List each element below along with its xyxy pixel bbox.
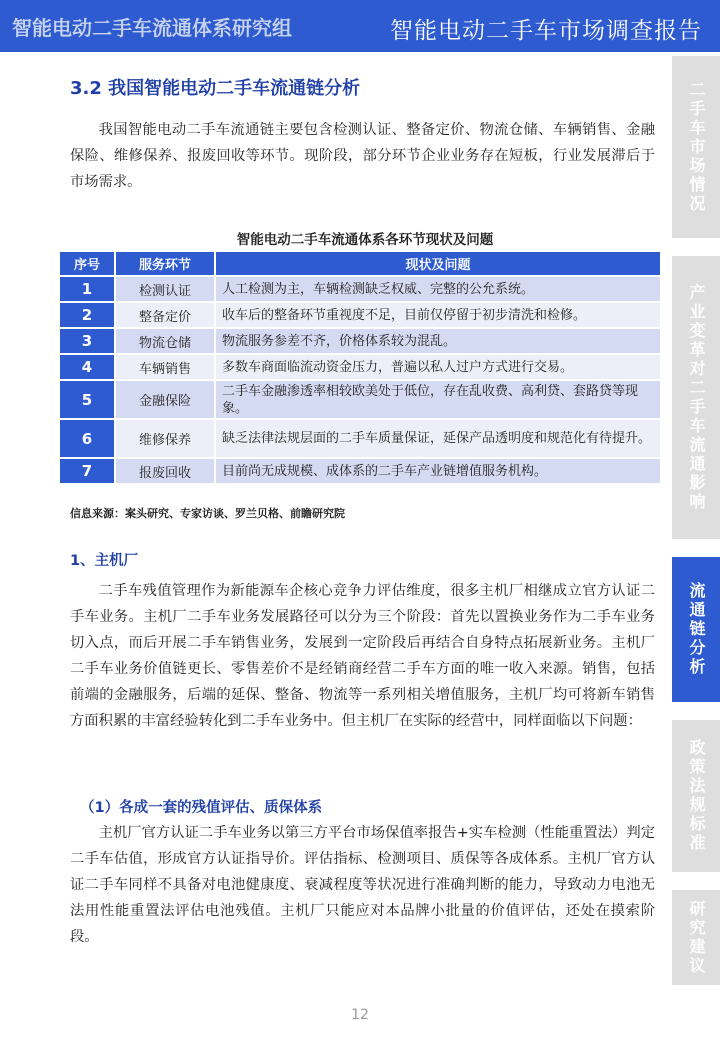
row-number: 2 — [60, 303, 116, 327]
table-source: 信息来源：案头研究、专家访谈、罗兰贝格、前瞻研究院 — [70, 507, 345, 520]
sidebar-tab-market[interactable] — [672, 56, 720, 238]
header-no: 序号 — [60, 252, 116, 275]
row-number: 6 — [60, 420, 116, 457]
sidebar-tab-label: 产业变革对二手车流通影响 — [687, 283, 706, 512]
circulation-issues-table — [60, 250, 660, 485]
research-group-title: 智能电动二手车流通体系研究组 — [12, 16, 292, 40]
sidebar-tab-industry-change[interactable] — [672, 256, 720, 539]
sidebar-tab-suggestions[interactable] — [672, 890, 720, 985]
oem-paragraph: 二手车残值管理作为新能源车企核心竞争力评估维度，很多主机厂相继成立官方认证二手车业务。主机厂二手车业务发展路径可以分为三个阶段：首先以置换业务作为二手车业务切入点，而后开展二手车销售业务，发展到一定阶段后再结合自身特点拓展新业务。主机厂二手车业务价值链更长、零售差价不是经销商经营二手车方面的唯一收入来源。销售，包括前端的金融服务，后端的延保、整备、物流等一系列相关增值服务，主机厂均可将新车销售方面积累的丰富经验转化到二手车业务中。但主机厂在实际的经营中，同样面临以下问题： — [70, 583, 655, 729]
page-header — [0, 0, 720, 52]
table-row — [60, 277, 660, 301]
table-row — [60, 381, 660, 418]
oem-heading: 1、主机厂 — [70, 553, 139, 569]
row-desc: 人工检测为主，车辆检测缺乏权威、完整的公允系统。 — [216, 277, 660, 301]
row-number: 3 — [60, 329, 116, 353]
table-row — [60, 459, 660, 483]
row-number: 7 — [60, 459, 116, 483]
row-service: 物流仓储 — [116, 329, 216, 353]
row-desc: 目前尚无成规模、成体系的二手车产业链增值服务机构。 — [216, 459, 660, 483]
row-desc: 多数车商面临流动资金压力，普遍以私人过户方式进行交易。 — [216, 355, 660, 379]
row-desc: 缺乏法律法规层面的二手车质量保证，延保产品透明度和规范化有待提升。 — [216, 420, 660, 457]
row-number: 5 — [60, 381, 116, 418]
section-title: 3.2 我国智能电动二手车流通链分析 — [70, 78, 361, 99]
table-title: 智能电动二手车流通体系各环节现状及问题 — [236, 232, 494, 248]
table-row — [60, 355, 660, 379]
report-title: 智能电动二手车市场调查报告 — [390, 18, 702, 44]
row-desc: 二手车金融渗透率相较欧美处于低位，存在乱收费、高利贷、套路贷等现象。 — [216, 381, 660, 418]
table-row — [60, 420, 660, 457]
row-service: 维修保养 — [116, 420, 216, 457]
sidebar-tab-circulation[interactable] — [672, 557, 720, 702]
sidebar-tab-label: 二手车市场情况 — [687, 80, 706, 214]
sidebar-tab-policy[interactable] — [672, 720, 720, 872]
row-number: 4 — [60, 355, 116, 379]
row-number: 1 — [60, 277, 116, 301]
row-service: 车辆销售 — [116, 355, 216, 379]
row-service: 检测认证 — [116, 277, 216, 301]
sidebar-tab-label: 政策法规标准 — [687, 739, 706, 853]
row-desc: 收车后的整备环节重视度不足，目前仅停留于初步清洗和检修。 — [216, 303, 660, 327]
header-desc: 现状及问题 — [216, 252, 660, 275]
oem-subparagraph: 主机厂官方认证二手车业务以第三方平台市场保值率报告+实车检测（性能重置法）判定二手车估值，形成官方认证指导价。评估指标、检测项目、质保等各成体系。主机厂官方认证二手车同样不具备对电池健康度、衰减程度等状况进行准确判断的能力，导致动力电池无法用性能重置法评估电池残值。主机厂只能应对本品牌小批量的价值评估，还处在摸索阶段。 — [70, 825, 655, 945]
table-row — [60, 329, 660, 353]
oem-subheading: （1）各成一套的残值评估、质保体系 — [80, 800, 323, 816]
sidebar-tab-label: 研究建议 — [687, 899, 706, 976]
page-number: 12 — [351, 1007, 369, 1023]
row-desc: 物流服务参差不齐，价格体系较为混乱。 — [216, 329, 660, 353]
row-service: 报废回收 — [116, 459, 216, 483]
header-service: 服务环节 — [116, 252, 216, 275]
table-header-row — [60, 252, 660, 275]
table-row — [60, 303, 660, 327]
section-intro: 我国智能电动二手车流通链主要包含检测认证、整备定价、物流仓储、车辆销售、金融保险、维修保养、报废回收等环节。现阶段，部分环节企业业务存在短板，行业发展滞后于市场需求。 — [70, 122, 655, 190]
row-service: 金融保险 — [116, 381, 216, 418]
sidebar-tab-label: 流通链分析 — [687, 582, 706, 677]
row-service: 整备定价 — [116, 303, 216, 327]
